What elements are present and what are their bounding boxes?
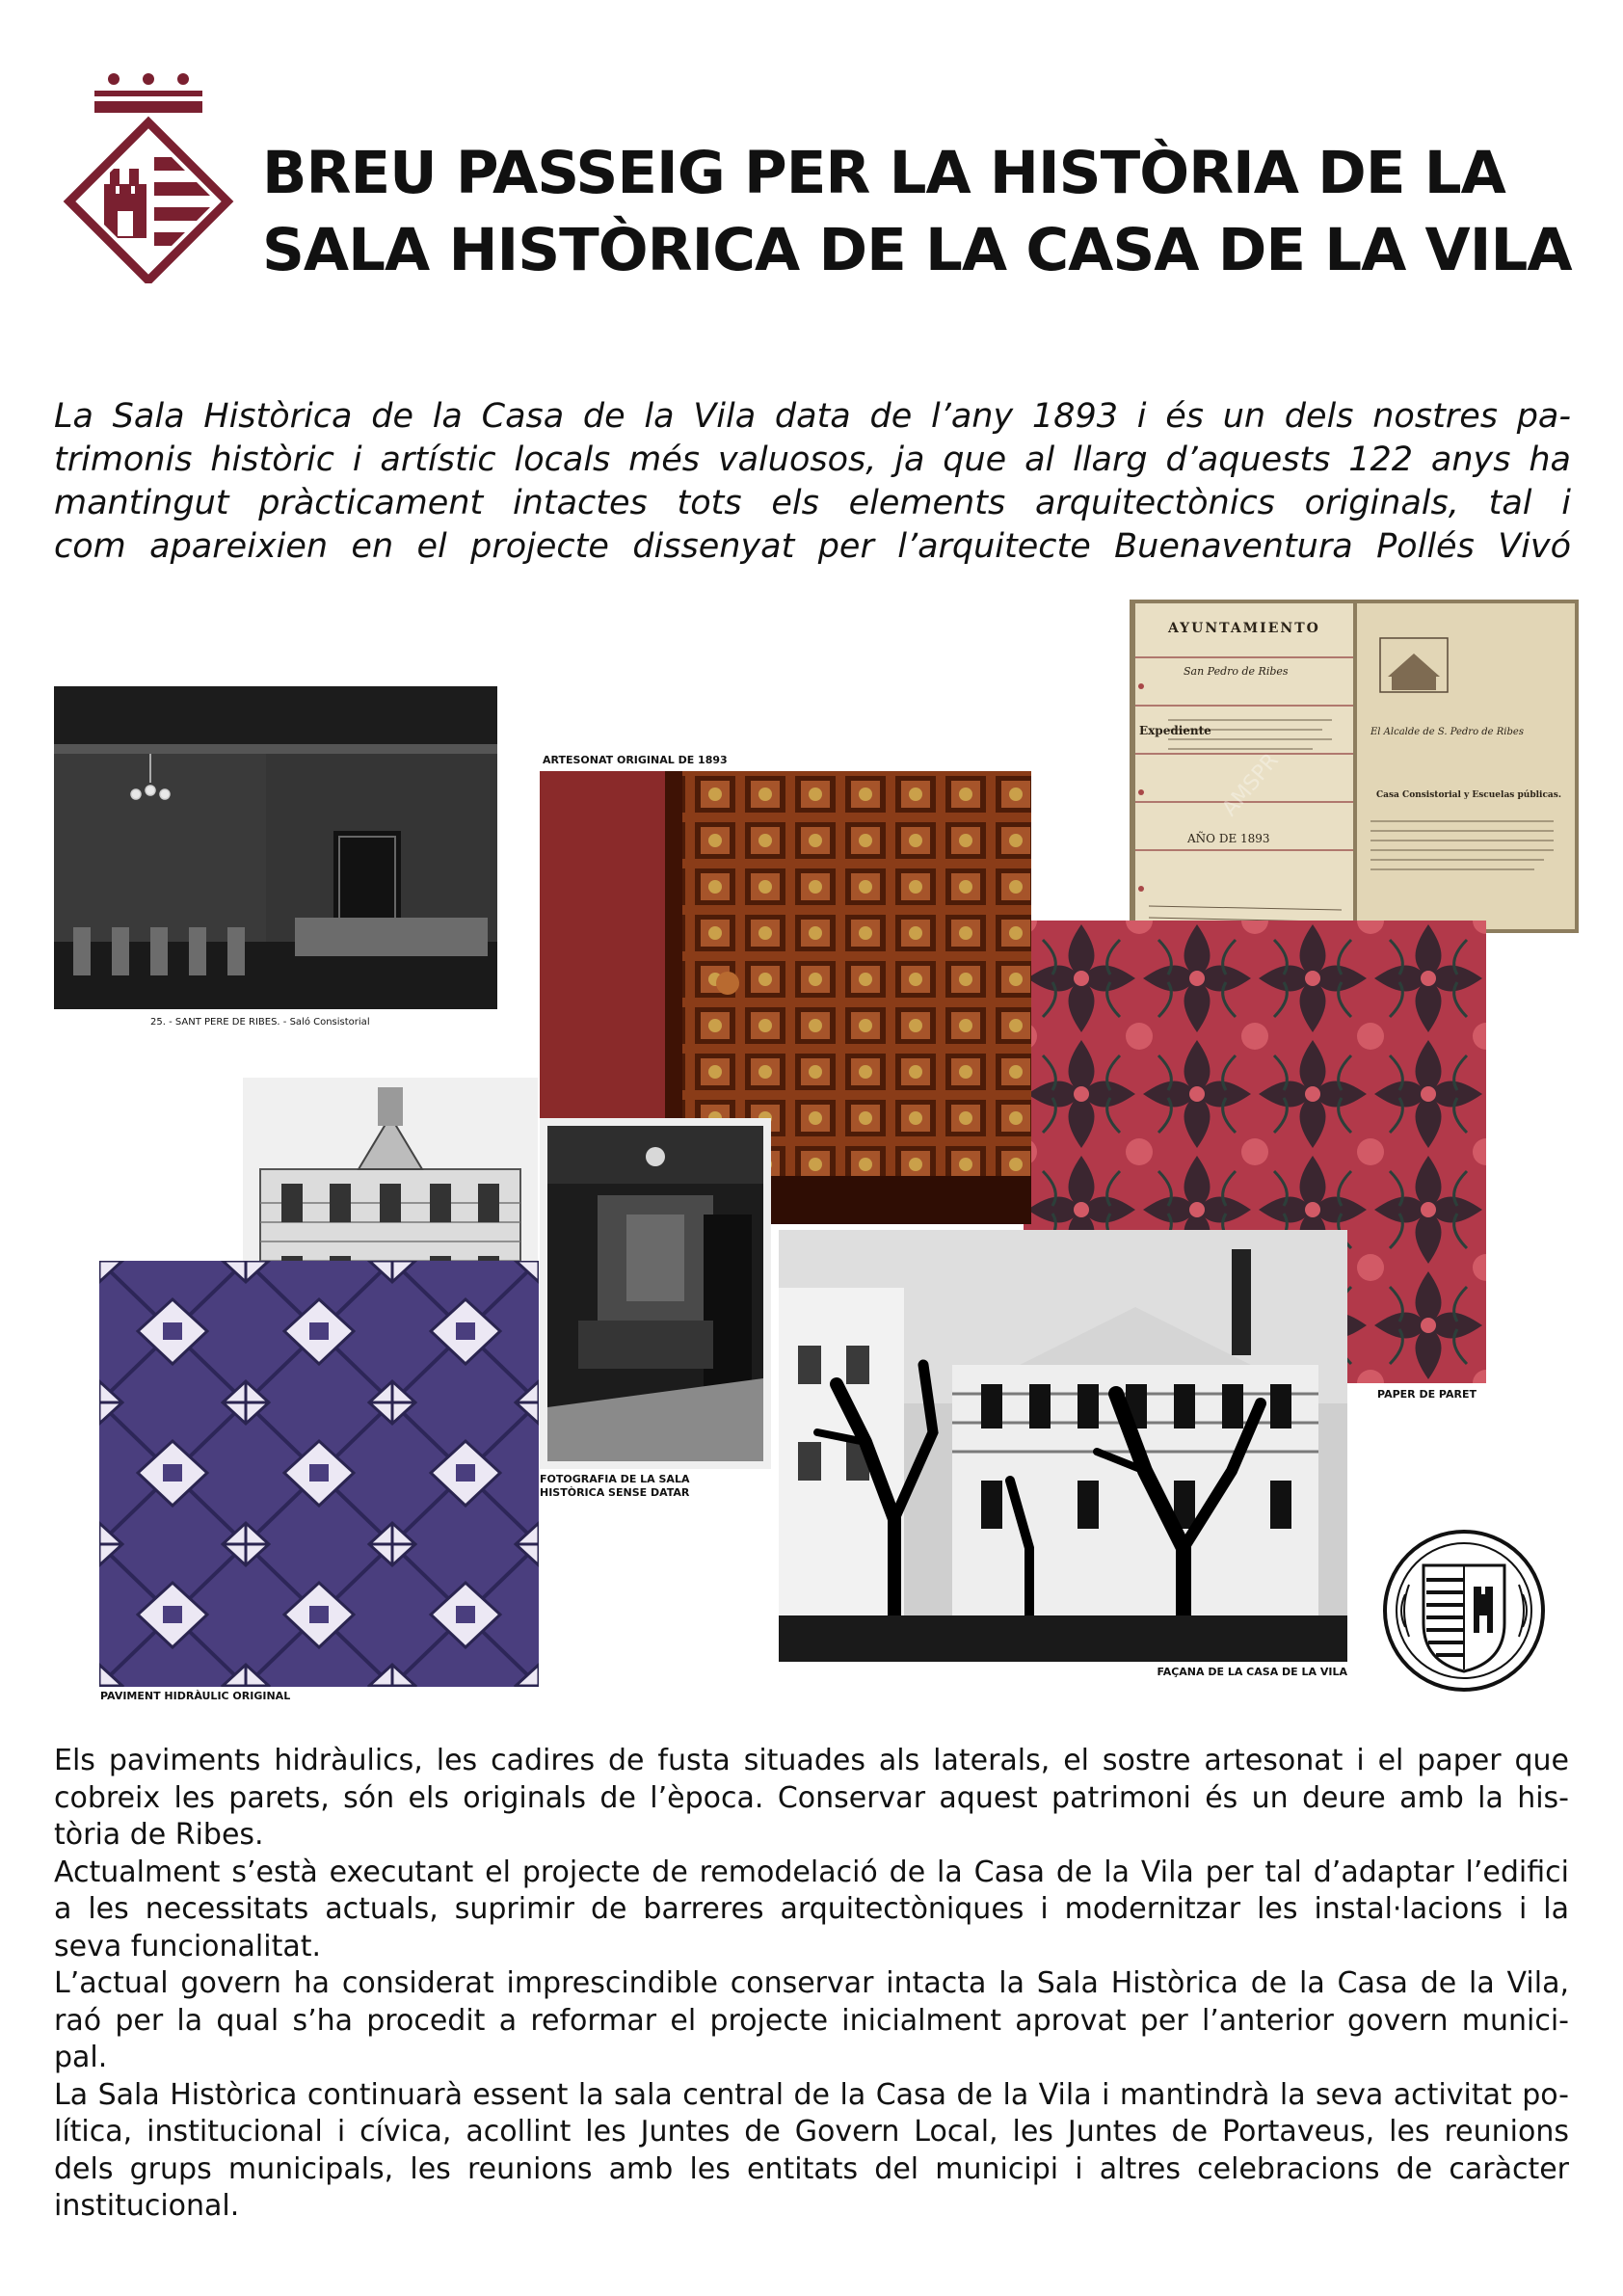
document-expedient: Expediente: [1139, 724, 1211, 737]
caption-paper: PAPER DE PARET: [1377, 1388, 1477, 1401]
caption-paviment: PAVIMENT HIDRÀULIC ORIGINAL: [100, 1690, 291, 1702]
body-line: pal.: [54, 2041, 108, 2074]
body-paragraph: [54, 2077, 1569, 2226]
intro-paragraph: [54, 395, 1571, 569]
caption-fotografia: [540, 1473, 689, 1500]
intro-line: mantingut pràcticament intactes tots els elements arquitectònics originals, tal i: [54, 484, 1571, 522]
intro-line: La Sala Històrica de la Casa de la Vila data de l’any 1893 i és un dels nostres pa-: [54, 397, 1571, 436]
title-line-2: SALA HISTÒRICA DE LA CASA DE LA VILA: [262, 216, 1572, 284]
body-line: lítica, institucional i cívica, acollint les Juntes de Govern Local, les Juntes de Portaveus, les reunions: [54, 2115, 1569, 2149]
intro-line: com apareixien en el projecte dissenyat per l’arquitecte Buenaventura Pollés Vivó: [54, 527, 1571, 566]
municipal-seal-emblem: [1380, 1527, 1548, 1695]
caption-artesonat: ARTESONAT ORIGINAL DE 1893: [543, 754, 728, 766]
caption-fotografia-line-2: HISTÒRICA SENSE DATAR: [540, 1486, 690, 1499]
body-line: institucional.: [54, 2189, 240, 2223]
old-sala-photo: [540, 1118, 771, 1469]
caption-fotografia-line-1: FOTOGRAFIA DE LA SALA: [540, 1473, 690, 1485]
document-alcalde: El Alcalde de S. Pedro de Ribes: [1370, 727, 1524, 737]
hydraulic-tiles-photo: [99, 1261, 539, 1687]
document-year: AÑO DE 1893: [1187, 832, 1270, 845]
document-casa: Casa Consistorial y Escuelas públicas.: [1376, 790, 1561, 800]
document-town: San Pedro de Ribes: [1184, 665, 1289, 678]
body-line: Els paviments hidràulics, les cadires de fusta situades als laterals, el sostre artesonat i el paper que: [54, 1744, 1569, 1777]
caption-facana: FAÇANA DE LA CASA DE LA VILA: [1157, 1666, 1347, 1678]
body-line: a les necessitats actuals, suprimir de barreres arquitectòniques i modernitzar les instal·lacions i la: [54, 1892, 1569, 1926]
page-title: [262, 135, 1592, 289]
town-hall-facade-photo: [779, 1230, 1347, 1662]
municipal-coat-of-arms-logo: [62, 71, 235, 283]
body-line: tòria de Ribes.: [54, 1818, 264, 1852]
body-line: raó per la qual s’ha procedit a reformar el projecte inicialment aprovat per l’anterior govern munici-: [54, 2003, 1569, 2038]
salo-overlay-text: 25. - SANT PERE DE RIBES. - Saló Consistorial: [150, 1017, 370, 1028]
document-watermark: AMSPR: [1217, 748, 1284, 821]
body-paragraph: [54, 1743, 1569, 1855]
salo-consistorial-photo: [54, 686, 497, 1029]
title-line-1: BREU PASSEIG PER LA HISTÒRIA DE LA: [262, 139, 1505, 207]
historic-document-photo: [1130, 600, 1579, 933]
body-line: dels grups municipals, les reunions amb les entitats del municipi i altres celebracions de caràcter: [54, 2151, 1569, 2186]
body-paragraph: [54, 1855, 1569, 1966]
document-heading: AYUNTAMIENTO: [1168, 621, 1320, 636]
body-text: [54, 1743, 1569, 2226]
body-line: La Sala Històrica continuarà essent la sala central de la Casa de la Vila i mantindrà la seva activitat po-: [54, 2077, 1569, 2112]
intro-line: trimonis històric i artístic locals més valuosos, ja que al llarg d’aquests 122 anys ha: [54, 441, 1571, 479]
body-line: Actualment s’està executant el projecte de remodelació de la Casa de la Vila per tal d’adaptar l’edifici: [54, 1855, 1569, 1889]
body-line: cobreix les parets, són els originals de l’època. Conservar aquest patrimoni és un deure amb la his-: [54, 1780, 1569, 1815]
body-line: seva funcionalitat.: [54, 1929, 322, 1963]
body-paragraph: [54, 1965, 1569, 2077]
body-line: L’actual govern ha considerat imprescindible conservar intacta la Sala Històrica de la Casa de la Vila,: [54, 1966, 1569, 2000]
